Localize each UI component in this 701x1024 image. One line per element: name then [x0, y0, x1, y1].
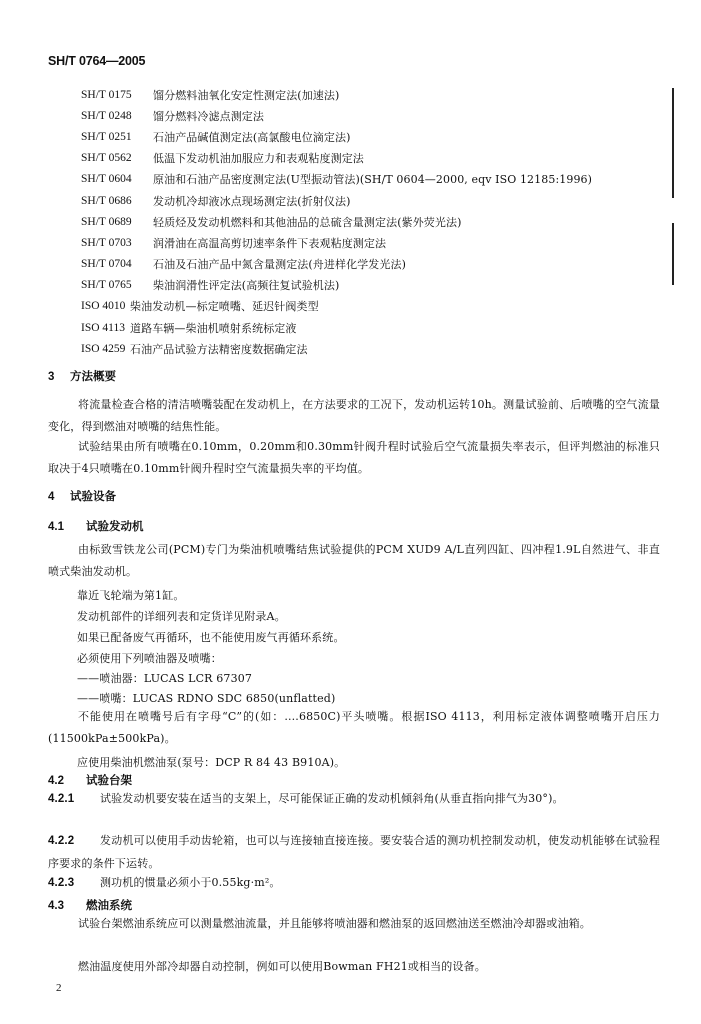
- paragraph: 由标致雪铁龙公司(PCM)专门为柴油机喷嘴结焦试验提供的PCM XUD9 A/L直列四缸、四冲程1.9L自然进气、非直喷式柴油发动机。: [48, 543, 660, 578]
- reference-code: SH/T 0175: [81, 88, 132, 101]
- clause-text: 试验发动机要安装在适当的支架上，尽可能保证正确的发动机倾斜角(从垂直指向排气为30°)。: [100, 792, 564, 805]
- section-heading-4-1: [48, 518, 144, 534]
- page-number: 2: [56, 982, 62, 994]
- reference-title: 石油产品碱值测定法(高氯酸电位滴定法): [153, 130, 351, 144]
- reference-item: [81, 190, 681, 211]
- clause-4-2-1: [48, 788, 660, 811]
- reference-item: [81, 211, 681, 232]
- list-item: ——喷油器：LUCAS LCR 67307: [77, 672, 253, 685]
- section-title: 方法概要: [70, 371, 116, 383]
- clause-number: 4.2.1: [48, 793, 75, 805]
- reference-item: [81, 296, 681, 317]
- reference-code: SH/T 0686: [81, 194, 132, 207]
- section-title: 试验台架: [86, 775, 132, 787]
- paragraph: 将流量检查合格的清洁喷嘴装配在发动机上，在方法要求的工况下，发动机运转10h。测量试验前、后喷嘴的空气流量变化，得到燃油对喷嘴的结焦性能。: [48, 398, 660, 433]
- section-number: 4: [48, 491, 55, 503]
- reference-code: SH/T 0703: [81, 236, 132, 249]
- reference-item: [81, 232, 681, 253]
- reference-title: 石油产品试验方法精密度数据确定法: [130, 342, 308, 356]
- text-line: 必须使用下列喷油器及喷嘴：: [77, 652, 222, 665]
- reference-title: 发动机冷却液冰点现场测定法(折射仪法): [153, 194, 351, 208]
- reference-title: 低温下发动机油加服应力和表观粘度测定法: [153, 152, 364, 166]
- paragraph: 不能使用在喷嘴号后有字母“C”的(如：....6850C)平头喷嘴。根据ISO 4113，利用标定液体调整喷嘴开启压力(11500kPa±500kPa)。: [48, 710, 660, 745]
- clause-number: 4.2.3: [48, 877, 75, 889]
- reference-item: [81, 317, 681, 338]
- text-line: 如果已配备废气再循环，也不能使用废气再循环系统。: [77, 631, 345, 644]
- reference-item: [81, 105, 681, 126]
- clause-4-2-2: [48, 830, 660, 874]
- section-heading-4: [48, 488, 116, 504]
- section-number: 4.1: [48, 521, 64, 533]
- reference-title: 馏分燃料油氧化安定性测定法(加速法): [153, 88, 340, 102]
- reference-code: SH/T 0704: [81, 258, 132, 271]
- reference-title: 馏分燃料冷滤点测定法: [153, 109, 264, 123]
- reference-title: 柴油发动机—标定喷嘴、延迟针阀类型: [130, 300, 319, 314]
- clause-text: 测功机的惯量必须小于0.55kg·m²。: [100, 876, 281, 889]
- header-standard-code: SH/T 0764—2005: [48, 54, 146, 68]
- reference-code: ISO 4259: [81, 342, 126, 355]
- section-title: 燃油系统: [86, 900, 132, 912]
- reference-title: 原油和石油产品密度测定法(U型振动管法)(SH/T 0604—2000, eqv ISO 12185:1996): [153, 173, 593, 187]
- reference-item: [81, 275, 681, 296]
- reference-code: SH/T 0689: [81, 215, 132, 228]
- reference-title: 轻质烃及发动机燃料和其他油品的总硫含量测定法(紫外荧光法): [153, 215, 462, 229]
- normative-reference-list: [81, 84, 681, 359]
- section-number: 3: [48, 371, 55, 383]
- section-number: 4.2: [48, 775, 64, 787]
- section-number: 4.3: [48, 900, 64, 912]
- paragraph: 试验结果由所有喷嘴在0.10mm，0.20mm和0.30mm针阀升程时试验后空气流量损失率表示，但评判燃油的标准只取决于4只喷嘴在0.10mm针阀升程时空气流量损失率的平均值。: [48, 440, 660, 475]
- section-title: 试验设备: [70, 491, 116, 503]
- section-heading-3: [48, 368, 116, 384]
- reference-item: [81, 148, 681, 169]
- text-line: 发动机部件的详细列表和定货详见附录A。: [77, 610, 286, 623]
- reference-code: SH/T 0765: [81, 279, 132, 292]
- list-item: ——喷嘴：LUCAS RDNO SDC 6850(unflatted): [77, 692, 336, 705]
- reference-code: SH/T 0251: [81, 130, 132, 143]
- paragraph: 燃油温度使用外部冷却器自动控制，例如可以使用Bowman FH21或相当的设备。: [78, 960, 486, 973]
- clause-number: 4.2.2: [48, 835, 75, 847]
- reference-code: ISO 4010: [81, 300, 126, 313]
- section-heading-4-2: [48, 772, 132, 788]
- section-title: 试验发动机: [86, 521, 144, 533]
- reference-title: 润滑油在高温高剪切速率条件下表观粘度测定法: [153, 236, 387, 250]
- section-heading-4-3: [48, 897, 132, 913]
- reference-item: [81, 254, 681, 275]
- paragraph: 试验台架燃油系统应可以测量燃油流量，并且能够将喷油器和燃油泵的返回燃油送至燃油冷却器或油箱。: [78, 917, 591, 930]
- reference-title: 石油及石油产品中氮含量测定法(舟进样化学发光法): [153, 258, 406, 272]
- reference-code: SH/T 0604: [81, 173, 132, 186]
- clause-text: 发动机可以使用手动齿轮箱，也可以与连接轴直接连接。要安装合适的测功机控制发动机，使发动机能够在试验程序要求的条件下运转。: [48, 834, 660, 870]
- reference-item: [81, 169, 681, 190]
- reference-item: [81, 84, 681, 105]
- text-line: 靠近飞轮端为第1缸。: [77, 589, 185, 602]
- reference-code: SH/T 0248: [81, 109, 132, 122]
- reference-title: 道路车辆—柴油机喷射系统标定液: [130, 321, 297, 335]
- reference-item: [81, 338, 681, 359]
- reference-title: 柴油润滑性评定法(高频往复试验机法): [153, 279, 340, 293]
- reference-code: ISO 4113: [81, 321, 125, 334]
- clause-4-2-3: [48, 872, 660, 895]
- reference-code: SH/T 0562: [81, 152, 132, 165]
- reference-item: [81, 126, 681, 147]
- text-line: 应使用柴油机燃油泵(泵号：DCP R 84 43 B910A)。: [77, 756, 346, 769]
